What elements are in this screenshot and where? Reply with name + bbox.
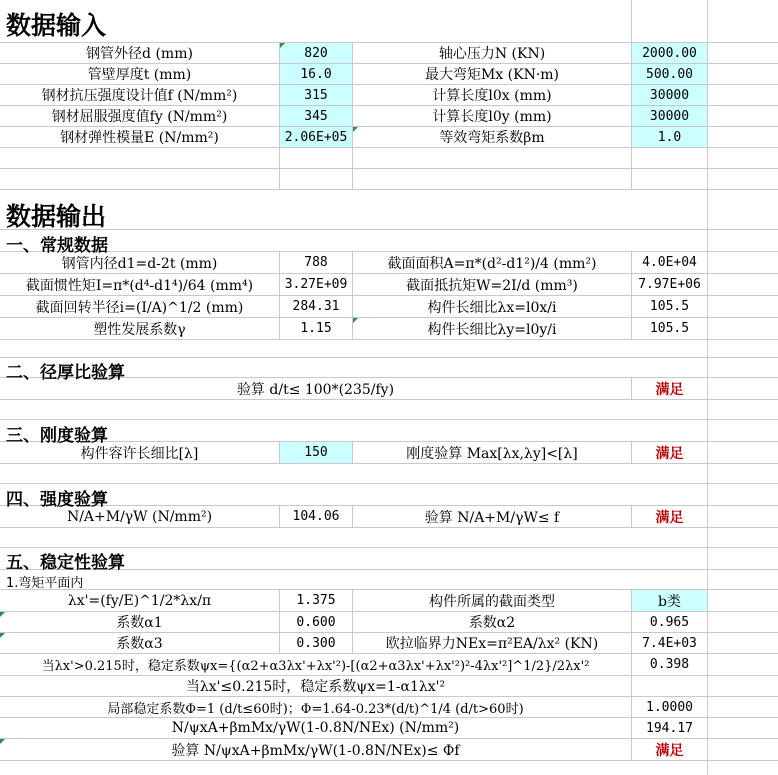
cell[interactable] [708,85,778,105]
output-label: 构件容许长细比[λ] [0,442,280,463]
input-value-field[interactable]: 2.06E+05 [280,127,353,147]
output-label: 局部稳定系数Φ=1 (d/t≤60时)；Φ=1.64-0.23*(d/t)^1/4 (d/t>60时) [0,697,632,717]
output-value[interactable]: 104.06 [280,506,353,527]
cell[interactable] [708,654,778,675]
empty-row [0,528,778,548]
output-label: 截面面积A=π*(d²-d1²)/4 (mm²) [353,252,632,273]
data-row [0,612,778,633]
cell[interactable] [708,169,778,189]
cell[interactable] [632,761,708,775]
input-label: 钢材弹性模量E (N/mm²) [0,127,280,147]
cell[interactable] [708,230,778,251]
cell[interactable] [632,169,708,189]
empty-row [0,464,778,484]
cell[interactable] [708,442,778,463]
input-row [0,106,778,127]
check-label: 验算 d/t≤ 100*(235/fy) [0,378,632,399]
cell-comment-indicator [280,43,285,48]
title-row-output [0,190,778,230]
input-label: 管壁厚度t (mm) [0,64,280,84]
data-row [0,633,778,654]
input-value-field[interactable]: 315 [280,85,353,105]
cell-comment-indicator [0,612,5,617]
check-row [0,506,778,528]
cell[interactable] [708,548,778,569]
output-label: 截面惯性矩I=π*(d⁴-d1⁴)/64 (mm⁴) [0,274,280,295]
section-title-diameter-thickness: 二、径厚比验算 [6,363,125,383]
empty-row [0,340,778,358]
input-title: 数据输入 [6,11,107,40]
output-label: 构件长细比λy=l0y/i [353,318,632,339]
input-label: 轴心压力N (KN) [353,43,632,63]
output-label: 塑性发展系数γ [0,318,280,339]
cell[interactable] [708,106,778,126]
output-value[interactable]: 788 [280,252,353,273]
cell[interactable] [632,230,708,251]
cell[interactable] [708,528,778,547]
data-row [0,676,778,697]
output-value[interactable]: 0.600 [280,612,353,632]
output-value[interactable]: 194.17 [632,718,708,738]
data-row [0,252,778,274]
cell-comment-indicator [0,633,5,638]
cell[interactable] [708,190,778,229]
cell[interactable] [708,148,778,168]
cell-comment-indicator [0,739,5,744]
cell[interactable] [708,358,778,377]
input-label: 计算长度l0y (mm) [353,106,632,126]
output-value[interactable]: 105.5 [632,318,708,339]
cell[interactable] [708,274,778,295]
check-result-badge: 满足 [632,442,708,463]
check-row [0,739,778,761]
output-value[interactable]: 7.4E+03 [632,633,708,653]
cell[interactable] [0,169,280,189]
cell[interactable] [708,570,778,589]
cell[interactable] [708,633,778,653]
output-label: N/A+M/γW (N/mm²) [0,506,280,527]
input-row [0,127,778,148]
output-label: 构件长细比λx=l0x/i [353,296,632,317]
cell[interactable] [708,43,778,63]
output-title: 数据输出 [6,202,107,231]
output-label: N/ψxA+βmMx/γW(1-0.8N/NEx) (N/mm²) [0,718,632,738]
cell[interactable] [708,252,778,273]
title-row-input [0,0,778,43]
cell[interactable] [632,400,708,419]
cell[interactable] [708,420,778,441]
cell[interactable] [708,697,778,717]
cell[interactable] [708,739,778,760]
section-title-stiffness: 三、刚度验算 [6,426,108,446]
input-row [0,85,778,106]
output-label: λx'=(fy/E)^1/2*λx/π [0,590,280,611]
cell[interactable] [632,484,708,505]
check-result-badge: 满足 [632,739,708,760]
data-row [0,590,778,612]
section-row [0,484,778,506]
input-value-field[interactable]: 820 [280,43,353,63]
cell[interactable] [632,340,708,357]
output-value[interactable]: 4.0E+04 [632,252,708,273]
cell[interactable] [708,484,778,505]
section-type-field[interactable]: b类 [632,590,708,611]
input-value-field[interactable]: 1.0 [632,127,708,147]
input-label: 计算长度l0x (mm) [353,85,632,105]
cell[interactable] [632,148,708,168]
output-value[interactable]: 105.5 [632,296,708,317]
subsection-title: 1.弯矩平面内 [6,576,84,591]
cell[interactable] [708,718,778,738]
cell[interactable] [708,378,778,399]
check-row [0,378,778,400]
output-label: 构件所属的截面类型 [353,590,632,611]
cell-comment-indicator [353,127,358,132]
cell[interactable] [708,296,778,317]
check-result-badge: 满足 [632,378,708,399]
cell[interactable] [632,420,708,441]
cell[interactable] [708,64,778,84]
input-label: 钢材抗压强度设计值f (N/mm²) [0,85,280,105]
cell[interactable] [632,0,708,42]
cell[interactable] [632,570,708,589]
cell[interactable] [708,676,778,696]
cell[interactable] [353,148,632,168]
input-value-field[interactable]: 345 [280,106,353,126]
input-value-field[interactable]: 2000.00 [632,43,708,63]
input-value-field[interactable]: 30000 [632,85,708,105]
output-value[interactable]: 1.15 [280,318,353,339]
cell[interactable] [708,506,778,527]
section-title-strength: 四、强度验算 [6,490,108,510]
output-label: 系数α2 [353,612,632,632]
check-label: 验算 N/A+M/γW≤ f [353,506,632,527]
output-value[interactable] [632,676,708,696]
cell[interactable] [353,169,632,189]
output-value[interactable]: 7.97E+06 [632,274,708,295]
output-value[interactable]: 1.375 [280,590,353,611]
cell[interactable] [708,464,778,483]
output-value[interactable]: 0.965 [632,612,708,632]
input-label: 最大弯矩Mx (KN·m) [353,64,632,84]
output-label: 系数α3 [0,633,280,653]
data-row [0,296,778,318]
output-value[interactable]: 0.300 [280,633,353,653]
section-title-stability: 五、稳定性验算 [6,553,125,573]
input-value-field[interactable]: 30000 [632,106,708,126]
output-label: 截面回转半径i=(I/A)^1/2 (mm) [0,296,280,317]
output-value[interactable]: 1.0000 [632,697,708,717]
input-value-field[interactable]: 16.0 [280,64,353,84]
output-value[interactable]: 3.27E+09 [280,274,353,295]
cell[interactable] [632,358,708,377]
input-row [0,43,778,64]
check-result-badge: 满足 [632,506,708,527]
input-label: 等效弯矩系数βm [353,127,632,147]
output-value[interactable]: 284.31 [280,296,353,317]
cell[interactable] [708,590,778,611]
cell[interactable] [708,127,778,147]
cell[interactable] [708,612,778,632]
cell[interactable] [0,148,280,168]
cell[interactable] [632,190,708,229]
empty-row [0,761,778,775]
output-label: 当λx'>0.215时，稳定系数ψx={(α2+α3λx'+λx'²)-[(α2+α3λx'+λx'²)²-4λx'²]^1/2}/2λx'² [0,654,632,675]
allowable-slenderness-field[interactable]: 150 [280,442,353,463]
data-row [0,697,778,718]
input-value-field[interactable]: 500.00 [632,64,708,84]
check-label: 验算 N/ψxA+βmMx/γW(1-0.8N/NEx)≤ Φf [0,739,632,760]
cell[interactable] [280,169,353,189]
cell[interactable] [708,340,778,357]
section-row [0,420,778,442]
output-label: 欧拉临界力NEx=π²EA/λx² (KN) [353,633,632,653]
cell[interactable] [280,148,353,168]
cell[interactable] [353,0,632,42]
data-row [0,654,778,676]
output-label: 钢管内径d1=d-2t (mm) [0,252,280,273]
cell[interactable] [708,0,778,42]
cell-comment-indicator [353,318,358,323]
cell[interactable] [632,548,708,569]
output-label: 系数α1 [0,612,280,632]
cell[interactable] [708,400,778,419]
cell[interactable] [708,318,778,339]
input-label: 钢材屈服强度值fy (N/mm²) [0,106,280,126]
check-label: 刚度验算 Max[λx,λy]<[λ] [353,442,632,463]
subsection-row [0,570,778,590]
output-value[interactable]: 0.398 [632,654,708,675]
data-row [0,718,778,739]
empty-row [0,400,778,420]
section-title-regular-data: 一、常规数据 [6,236,108,256]
cell[interactable] [632,464,708,483]
cell[interactable] [708,761,778,775]
empty-row [0,148,778,169]
output-label: 当λx'≤0.215时，稳定系数ψx=1-α1λx'² [0,676,632,696]
data-row [0,274,778,296]
data-row [0,318,778,340]
section-row [0,230,778,252]
input-row [0,64,778,85]
check-row [0,442,778,464]
cell[interactable] [632,528,708,547]
input-label: 钢管外径d (mm) [0,43,280,63]
empty-row [0,169,778,190]
output-label: 截面抵抗矩W=2I/d (mm³) [353,274,632,295]
